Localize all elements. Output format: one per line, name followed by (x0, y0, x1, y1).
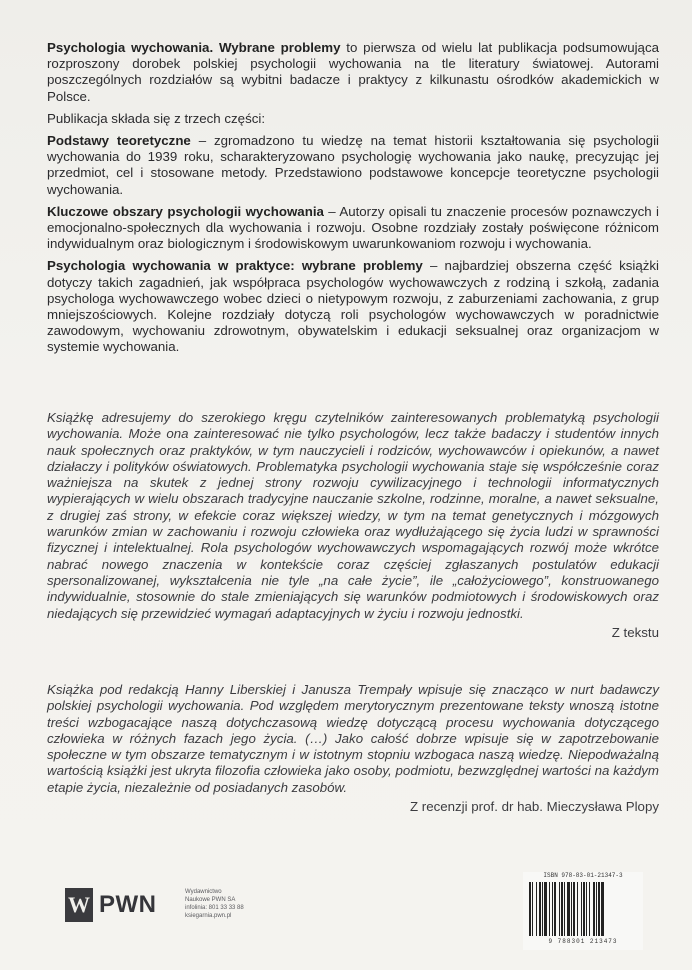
description-section (47, 40, 659, 362)
publisher-line-4: ksiegarnia.pwn.pl (185, 913, 232, 919)
quote-from-text (47, 410, 659, 641)
publisher-line-1: Wydawnictwo (185, 889, 222, 895)
pwn-logo-mark-icon: W (65, 888, 93, 922)
publisher-line-3: infolinia: 801 33 33 88 (185, 905, 244, 911)
footer (47, 858, 659, 948)
barcode-digits: 9 788301 213473 (548, 938, 618, 945)
part-2-text: – Autorzy opisali tu znaczenie procesów poznawczych i emocjonalno-społecznych dla wychowania i rozwoju. Osobne rozdziały zostały poświęcone różnicom indywidualnym oraz biologicznym i środowiskowym uwarunkowaniom rozwoju i wychowania. (47, 203, 660, 252)
intro-text: to pierwsza od wielu lat publikacja podsumowująca rozproszony dorobek polskiej psychologii wychowania na tle literatury światowej. Autorami poszczególnych rozdziałów są wybitni badacze i praktycy z kilkunastu ośrodków akademickich w Polsce. (47, 40, 659, 104)
quote-1-text: Książkę adresujemy do szerokiego kręgu czytelników zainteresowanych problematyką psychologii wychowania. Może ona zainteresować nie tylko psychologów, lecz także badaczy i studentów innych nauk społecznych oraz praktyków, w tym nauczycieli i rodziców, wychowawców i opiekunów, a nawet działaczy i polityków oświatowych. Problematyka psychologii wychowania staje się współcześnie coraz ważniejsza na skutek z jednej strony rozwoju cywilizacyjnego i technologii informatycznych wypierających w wielu obszarach tradycyjne nauczanie szkolne, rodzinne, moralne, a nawet seksualne, z drugiej zaś strony, w efekcie coraz większej wiedzy, w tym na temat genetycznych i mózgowych warunków zmian w zachowaniu i rozwoju człowieka oraz wydłużającego się życia ludzi w sprawności fizycznej i intelektualnej. Rola psychologów wychowawczych wspomagających rozwój może wkrótce nabrać nowego znaczenia w kontekście coraz częściej zgłaszanych postulatów edukacji spersonalizowanej, wykształcenia nie tyle „na całe życie”, ile „całożyciowego”, konstruowanego indywidualnie, stosownie do stale zmieniających się warunków podmiotowych i środowiskowych oraz niedających się przewidzieć wymagań adaptacyjnych w życiu i rozwoju jednostki. (47, 410, 659, 621)
part-1-title: Podstawy teoretyczne (47, 133, 191, 149)
parts-intro: Publikacja składa się z trzech części: (47, 110, 266, 126)
part-1 (47, 133, 659, 198)
quote-2-text: Książka pod redakcją Hanny Liberskiej i Janusza Trempały wpisuje się znacząco w nurt badawczy polskiej psychologii wychowania. Pod względem merytorycznym prezentowane teksty wnoszą istotne treści wzbogacające naszą dotychczasową wiedzę dotyczącą procesu wychowania dotyczącego człowieka w różnych fazach jego życia. (…) Jako całość dobrze wpisuje się w zapotrzebowanie społeczne w tym obszarze tematycznym i w istotnym stopniu wzbogaca naszą wiedzę. Niepodważalną wartością książki jest ukryta filozofia człowieka jako osoby, podmiotu, bezwzględnej wartości na każdym etapie życia, niezależnie od posiadanych zasobów. (47, 682, 659, 795)
isbn-label: ISBN 978-83-01-21347-3 (543, 872, 623, 879)
publisher-info (185, 888, 244, 920)
part-3 (47, 258, 659, 355)
pwn-logo (65, 888, 157, 922)
part-2 (47, 204, 659, 253)
part-1-text: – zgromadzono tu wiedzę na temat historii kształtowania się psychologii wychowania do 1939 roku, scharakteryzowano psychologię wychowania jako naukę, precyzując jej przedmiot, cel i stosowane metody. Przedstawiono podstawowe koncepcje teoretyczne psychologii wychowania. (47, 133, 659, 197)
pwn-logo-text: PWN (99, 891, 157, 918)
part-2-title: Kluczowe obszary psychologii wychowania (47, 203, 324, 219)
barcode-bars-icon (527, 882, 639, 938)
book-title: Psychologia wychowania. Wybrane problemy (47, 40, 341, 55)
barcode (523, 872, 643, 950)
intro-paragraph (47, 40, 659, 105)
part-3-text: – najbardziej obszerna część książki dotyczy takich zagadnień, jak współpraca psychologów wychowawczych z rodziną i szkołą, zadania psychologa wychowawczego wobec dzieci o nietypowym rozwoju, z zaburzeniami zachowania, z grup mniejszościowych. Kolejne rozdziały dotyczą roli psychologów wychowawczych w poradnictwie zawodowym, wychowaniu zdrowotnym, obywatelskim i edukacji seksualnej oraz organizacjom w systemie wychowania. (47, 258, 659, 355)
quote-1-source: Z tekstu (611, 624, 659, 640)
publisher-line-2: Naukowe PWN SA (185, 897, 236, 903)
quote-2-source: Z recenzji prof. dr hab. Mieczysława Plopy (409, 799, 659, 815)
review-quote (47, 682, 659, 815)
part-3-title: Psychologia wychowania w praktyce: wybrane problemy (47, 258, 423, 274)
